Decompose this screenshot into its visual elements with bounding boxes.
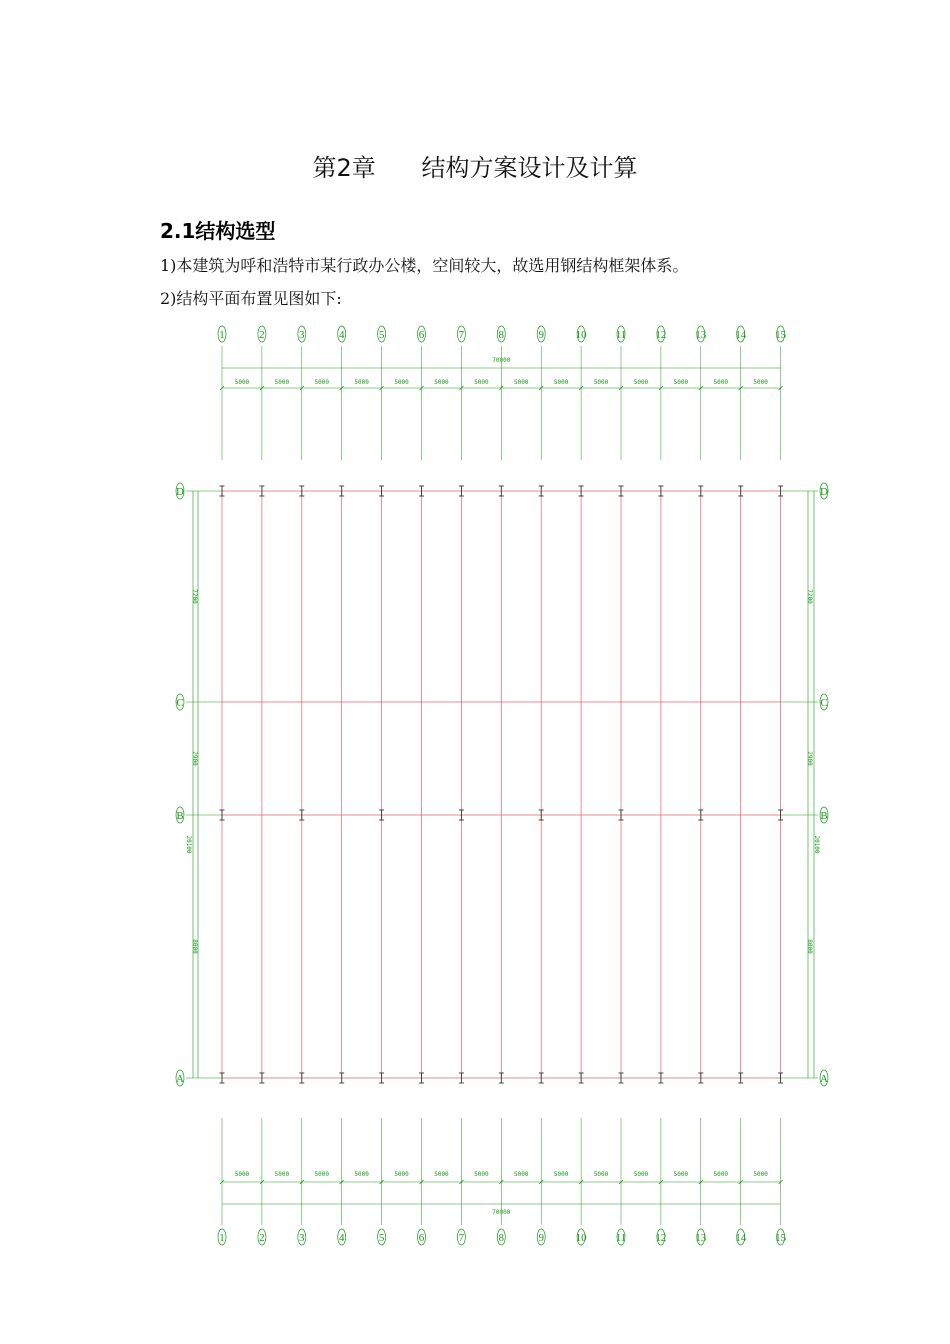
bottom-bay-dimension-label: 5000	[633, 1171, 649, 1178]
axis-labels	[176, 326, 828, 1245]
column-axis-label: 13	[695, 1232, 707, 1244]
column-axis-label: 9	[538, 329, 544, 341]
bottom-bay-dimension-label: 5000	[434, 1171, 449, 1178]
column-axis-label: 4	[338, 329, 345, 341]
top-bay-dimension-label: 5000	[553, 379, 569, 386]
right-total-dimension-label: 20100	[813, 835, 820, 854]
chapter-number: 第2章	[312, 154, 376, 182]
paragraph-plan-intro: 2)结构平面布置见图如下:	[160, 289, 342, 308]
bottom-bay-dimension-label: 5000	[394, 1171, 409, 1178]
column-axis-label: 8	[498, 1232, 505, 1244]
column-axis-label: 5	[378, 1232, 385, 1244]
column-axis-label: 7	[458, 329, 465, 341]
column-axis-label: 12	[655, 1232, 667, 1244]
chapter-heading	[0, 148, 950, 183]
column-axis-label: 14	[735, 329, 747, 341]
left-total-dimension-label: 20100	[185, 835, 192, 854]
section-heading: 2.1结构选型	[160, 219, 276, 243]
bottom-bay-dimension-label: 5000	[354, 1171, 369, 1178]
column-axis-label: 1	[219, 1232, 225, 1244]
structural-plan-drawing	[168, 320, 838, 1255]
top-bay-dimension-label: 5000	[514, 379, 529, 386]
row-axis-label: D	[820, 486, 828, 498]
chapter-title: 结构方案设计及计算	[421, 154, 638, 182]
bottom-bay-dimension-label: 5000	[753, 1171, 768, 1178]
top-total-dimension-label: 70000	[492, 357, 511, 364]
right-segment-dimension-label: 7200	[806, 589, 813, 604]
top-bay-dimension-label: 5000	[633, 379, 649, 386]
row-axis-label: D	[176, 486, 184, 498]
top-bay-dimension-label: 5000	[593, 379, 609, 386]
left-segment-dimension-label: 8000	[191, 939, 198, 954]
paragraph-structure-type: 1)本建筑为呼和浩特市某行政办公楼，空间较大，故选用钢结构框架体系。	[160, 256, 689, 275]
top-bay-dimension-label: 5000	[713, 379, 728, 386]
row-axis-label: A	[820, 1073, 828, 1085]
right-segment-dimension-label: 8000	[806, 939, 813, 954]
top-bay-dimension-label: 5000	[474, 379, 489, 386]
column-axis-label: 4	[338, 1232, 345, 1244]
bottom-bay-dimension-label: 5000	[314, 1171, 329, 1178]
column-axis-label: 10	[575, 1232, 587, 1244]
bottom-bay-dimension-label: 5000	[274, 1171, 290, 1178]
column-axis-label: 13	[695, 329, 707, 341]
column-axis-label: 6	[418, 329, 425, 341]
row-axis-label: C	[176, 697, 184, 709]
bottom-bay-dimension-label: 5000	[474, 1171, 489, 1178]
column-axis-label: 2	[259, 329, 265, 341]
column-axis-label: 15	[775, 1232, 787, 1244]
column-axis-label: 8	[498, 329, 505, 341]
bottom-bay-dimension-label: 5000	[553, 1171, 569, 1178]
bottom-total-dimension-label: 70000	[492, 1209, 511, 1216]
column-axis-label: 3	[299, 1232, 305, 1244]
top-bay-dimension-label: 5000	[274, 379, 290, 386]
column-axis-label: 14	[735, 1232, 747, 1244]
top-bay-dimension-label: 5000	[354, 379, 369, 386]
row-axis-label: B	[820, 810, 828, 822]
left-segment-dimension-label: 7200	[191, 589, 198, 604]
column-axis-label: 5	[378, 329, 385, 341]
column-axis-label: 15	[775, 329, 787, 341]
bottom-bay-dimension-label: 5000	[514, 1171, 529, 1178]
row-axis-label: B	[176, 810, 184, 822]
column-axis-label: 7	[458, 1232, 465, 1244]
row-axis-label: C	[820, 697, 828, 709]
left-segment-dimension-label: 2900	[191, 751, 198, 766]
bottom-bay-dimension-label: 5000	[673, 1171, 689, 1178]
column-axis-label: 3	[299, 329, 305, 341]
bottom-bay-dimension-label: 5000	[234, 1171, 250, 1178]
column-axis-label: 11	[615, 1232, 627, 1244]
top-bay-dimension-label: 5000	[314, 379, 329, 386]
top-bay-dimension-label: 5000	[434, 379, 449, 386]
top-bay-dimension-label: 5000	[673, 379, 689, 386]
column-axis-label: 12	[655, 329, 667, 341]
bottom-bay-dimension-label: 5000	[713, 1171, 728, 1178]
column-axis-label: 11	[615, 329, 627, 341]
top-bay-dimension-label: 5000	[234, 379, 250, 386]
column-axis-label: 1	[219, 329, 225, 341]
dimension-lines	[186, 346, 818, 1225]
row-axis-label: A	[176, 1073, 184, 1085]
right-segment-dimension-label: 2900	[806, 751, 813, 766]
column-axis-label: 9	[538, 1232, 544, 1244]
column-axis-label: 6	[418, 1232, 425, 1244]
top-bay-dimension-label: 5000	[753, 379, 768, 386]
grid-lines	[222, 491, 781, 1078]
top-bay-dimension-label: 5000	[394, 379, 409, 386]
bottom-bay-dimension-label: 5000	[593, 1171, 609, 1178]
column-axis-label: 10	[575, 329, 587, 341]
column-axis-label: 2	[259, 1232, 265, 1244]
